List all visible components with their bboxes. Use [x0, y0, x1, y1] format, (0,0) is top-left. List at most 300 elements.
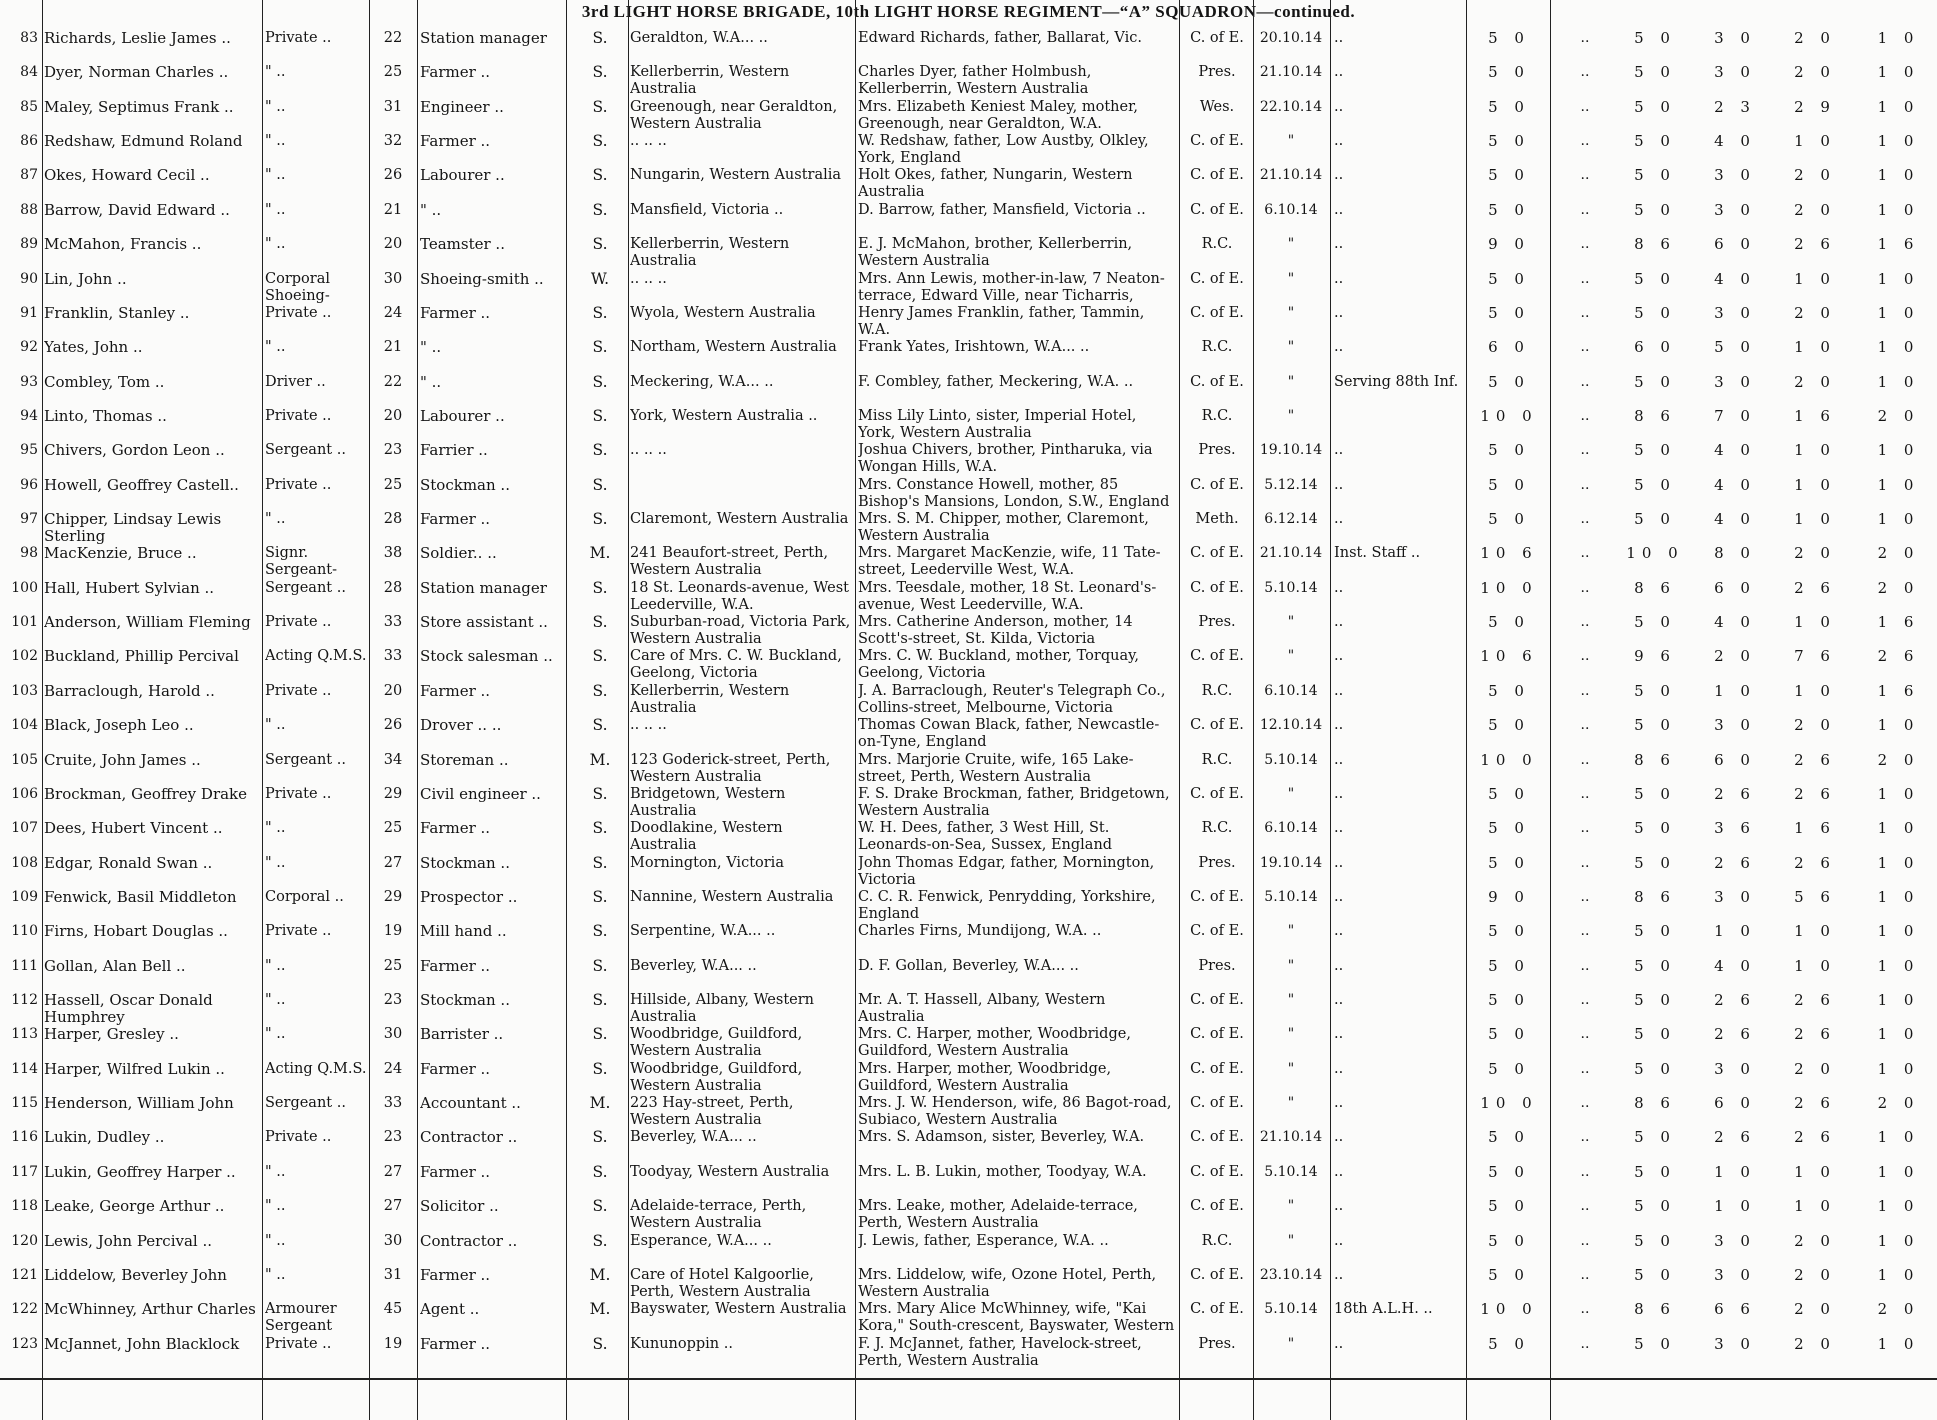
next-of-kin: Mrs. J. W. Henderson, wife, 86 Bagot-road, Subiaco, Western Australia [858, 1095, 1172, 1129]
age: 23 [383, 442, 403, 459]
allotment-4: 2 0 [1877, 1095, 1920, 1113]
previous-service: .. [1334, 1232, 1344, 1249]
previous-service [1334, 408, 1464, 442]
allotment-2: 3 0 [1714, 373, 1756, 391]
rank: " .. [265, 133, 286, 150]
allotment-1: 5 0 [1634, 64, 1676, 82]
occupation: Store assistant .. [420, 614, 548, 632]
row-number: 112 [11, 992, 38, 1009]
age: 30 [383, 270, 403, 287]
occupation: Solicitor .. [420, 1198, 499, 1216]
occupation: Drover .. .. [420, 717, 502, 735]
previous-service: .. [1334, 98, 1344, 115]
table-row [0, 889, 1937, 923]
age: 25 [383, 820, 403, 837]
age: 29 [383, 888, 403, 905]
previous-service: .. [1334, 923, 1344, 940]
religion: C. of E. [1190, 1198, 1244, 1215]
address: Geraldton, W.A... .. [630, 30, 768, 46]
row-number: 83 [20, 30, 38, 46]
allotment-2: 6 0 [1714, 751, 1756, 769]
allotment-4: 1 0 [1877, 133, 1920, 151]
pay-rate: 5 0 [1488, 98, 1530, 116]
marital-status: S. [592, 717, 608, 735]
row-number: 123 [11, 1335, 38, 1352]
next-of-kin: Charles Firns, Mundijong, W.A. .. [858, 923, 1102, 940]
row-number: 87 [20, 167, 38, 184]
allotment-4: 2 0 [1877, 407, 1920, 425]
blank-column: .. [1580, 373, 1590, 390]
occupation: Labourer .. [420, 167, 505, 185]
rank: " .. [265, 957, 286, 974]
age: 23 [383, 1129, 403, 1146]
blank-column: .. [1580, 1060, 1590, 1077]
age: 32 [383, 133, 403, 150]
allotment-2: 3 0 [1714, 1266, 1756, 1284]
blank-column: .. [1580, 579, 1590, 596]
allotment-1: 5 0 [1634, 511, 1676, 529]
soldier-name: Okes, Howard Cecil .. [44, 167, 210, 185]
blank-column: .. [1580, 1163, 1590, 1180]
allotment-4: 2 0 [1877, 545, 1920, 563]
marital-status: S. [592, 98, 608, 116]
religion: C. of E. [1190, 373, 1244, 390]
age: 22 [383, 373, 403, 390]
enlistment-date: 6.10.14 [1264, 201, 1318, 218]
address: Beverley, W.A... .. [630, 957, 757, 974]
previous-service: .. [1334, 201, 1344, 218]
allotment-3: 1 0 [1794, 339, 1836, 357]
age: 24 [383, 304, 403, 321]
row-number: 96 [20, 476, 38, 493]
blank-column: .. [1580, 820, 1590, 837]
enlistment-date: " [1287, 957, 1295, 974]
allotment-4: 1 6 [1877, 236, 1920, 254]
marital-status: W. [590, 270, 610, 288]
allotment-4: 1 0 [1877, 373, 1920, 391]
pay-rate: 5 0 [1488, 476, 1530, 494]
occupation: Farmer .. [420, 820, 491, 838]
enlistment-date: 20.10.14 [1259, 30, 1323, 46]
religion: C. of E. [1190, 1163, 1244, 1180]
allotment-3: 2 6 [1794, 579, 1836, 597]
next-of-kin: Frank Yates, Irishtown, W.A... .. [858, 339, 1090, 356]
age: 21 [383, 339, 403, 356]
row-number: 115 [11, 1095, 38, 1112]
next-of-kin: Holt Okes, father, Nungarin, Western Australia [858, 167, 1133, 201]
allotment-4: 1 0 [1877, 270, 1920, 288]
marital-status: S. [592, 1060, 608, 1078]
marital-status: S. [592, 820, 608, 838]
allotment-4: 1 0 [1877, 992, 1920, 1010]
religion: C. of E. [1190, 545, 1244, 562]
address: Beverley, W.A... .. [630, 1129, 757, 1146]
next-of-kin: Mrs. L. B. Lukin, mother, Toodyay, W.A. [858, 1163, 1147, 1180]
marital-status: M. [589, 1266, 611, 1284]
address: Woodbridge, Guildford, Western Australia [630, 1026, 803, 1060]
marital-status: M. [589, 751, 611, 769]
address: .. .. .. [630, 442, 667, 459]
table-row [0, 133, 1937, 167]
occupation: Farmer .. [420, 1266, 491, 1284]
next-of-kin: Mrs. Catherine Anderson, mother, 14 Scott's-street, St. Kilda, Victoria [858, 614, 1133, 648]
allotment-3: 1 0 [1794, 957, 1836, 975]
religion: C. of E. [1190, 785, 1244, 802]
table-row [0, 992, 1937, 1026]
previous-service: .. [1334, 888, 1344, 905]
address: .. .. .. [630, 133, 667, 150]
blank-column: .. [1580, 717, 1590, 734]
allotment-2: 4 0 [1714, 511, 1756, 529]
age: 20 [383, 236, 403, 253]
table-row [0, 1198, 1937, 1232]
pay-rate: 5 0 [1488, 270, 1530, 288]
table-row [0, 477, 1937, 511]
previous-service: .. [1334, 648, 1344, 665]
religion: Pres. [1198, 64, 1236, 81]
religion: R.C. [1201, 339, 1233, 356]
row-number: 107 [11, 820, 38, 837]
previous-service: .. [1334, 785, 1344, 802]
occupation: Farrier .. [420, 442, 488, 460]
marital-status: S. [592, 511, 608, 529]
blank-column: .. [1580, 201, 1590, 218]
address: Claremont, Western Australia [630, 511, 849, 528]
next-of-kin: Mrs. Ann Lewis, mother-in-law, 7 Neaton-terrace, Edward Ville, near Ticharris, [858, 270, 1165, 304]
marital-status: S. [592, 854, 608, 872]
previous-service: .. [1334, 1198, 1344, 1215]
table-row [0, 374, 1937, 408]
enlistment-date: 19.10.14 [1259, 854, 1323, 871]
marital-status: S. [592, 682, 608, 700]
religion: C. of E. [1190, 992, 1244, 1009]
soldier-name: Barraclough, Harold .. [44, 682, 215, 700]
rank: Acting Q.M.S. [265, 1060, 367, 1077]
enlistment-date: 12.10.14 [1259, 717, 1323, 734]
row-number: 84 [20, 64, 38, 81]
age: 22 [383, 30, 403, 46]
next-of-kin: Mrs. Marjorie Cruite, wife, 165 Lake-street, Perth, Western Australia [858, 751, 1134, 785]
allotment-2: 2 6 [1714, 992, 1756, 1010]
allotment-1: 5 0 [1634, 98, 1676, 116]
pay-rate: 10 0 [1480, 579, 1538, 597]
pay-rate: 5 0 [1488, 201, 1530, 219]
address: Care of Mrs. C. W. Buckland, Geelong, Victoria [630, 648, 842, 682]
marital-status: S. [592, 1198, 608, 1216]
address: 18 St. Leonards-avenue, West Leederville, W.A. [630, 579, 849, 613]
allotment-2: 2 6 [1714, 854, 1756, 872]
row-number: 95 [20, 442, 38, 459]
religion: C. of E. [1190, 270, 1244, 287]
next-of-kin: Joshua Chivers, brother, Pintharuka, via Wongan Hills, W.A. [858, 442, 1153, 476]
pay-rate: 10 0 [1480, 1301, 1538, 1319]
enlistment-date: 19.10.14 [1259, 442, 1323, 459]
religion: C. of E. [1190, 1026, 1244, 1043]
pay-rate: 5 0 [1488, 1335, 1530, 1353]
allotment-1: 5 0 [1634, 476, 1676, 494]
address: Kellerberrin, Western Australia [630, 682, 790, 716]
marital-status: S. [592, 167, 608, 185]
rank: " .. [265, 717, 286, 734]
allotment-2: 3 0 [1714, 1232, 1756, 1250]
allotment-4: 2 6 [1877, 648, 1920, 666]
age: 24 [383, 1060, 403, 1077]
blank-column: .. [1580, 957, 1590, 974]
pay-rate: 5 0 [1488, 442, 1530, 460]
row-number: 85 [20, 98, 38, 115]
occupation: Stockman .. [420, 476, 510, 494]
blank-column: .. [1580, 888, 1590, 905]
rank: Private .. [265, 304, 332, 321]
allotment-1: 5 0 [1634, 1060, 1676, 1078]
religion: C. of E. [1190, 579, 1244, 596]
allotment-4: 1 0 [1877, 820, 1920, 838]
religion: C. of E. [1190, 133, 1244, 150]
enlistment-date: " [1287, 923, 1295, 940]
rank: " .. [265, 64, 286, 81]
allotment-4: 1 0 [1877, 304, 1920, 322]
allotment-3: 5 6 [1794, 888, 1836, 906]
age: 28 [383, 579, 403, 596]
occupation: Contractor .. [420, 1129, 518, 1147]
table-row [0, 717, 1937, 751]
marital-status: S. [592, 373, 608, 391]
allotment-1: 5 0 [1634, 957, 1676, 975]
soldier-name: Henderson, William John [44, 1095, 234, 1113]
rank: Armourer Sergeant [265, 1301, 337, 1335]
address: Esperance, W.A... .. [630, 1232, 772, 1249]
allotment-2: 4 0 [1714, 614, 1756, 632]
next-of-kin: Mrs. Teesdale, mother, 18 St. Leonard's-avenue, West Leederville, W.A. [858, 579, 1157, 613]
row-number: 102 [11, 648, 38, 665]
allotment-3: 2 0 [1794, 1266, 1836, 1284]
address: 223 Hay-street, Perth, Western Australia [630, 1095, 794, 1129]
pay-rate: 5 0 [1488, 167, 1530, 185]
age: 33 [383, 1095, 403, 1112]
blank-column: .. [1580, 648, 1590, 665]
enlistment-date: 23.10.14 [1259, 1266, 1323, 1283]
religion: C. of E. [1190, 1301, 1244, 1318]
row-number: 105 [11, 751, 38, 768]
previous-service: .. [1334, 1129, 1344, 1146]
next-of-kin: Mrs. Margaret MacKenzie, wife, 11 Tate-street, Leederville West, W.A. [858, 545, 1161, 579]
next-of-kin: D. Barrow, father, Mansfield, Victoria .. [858, 201, 1146, 218]
table-row [0, 786, 1937, 820]
allotment-3: 2 0 [1794, 1060, 1836, 1078]
allotment-3: 1 0 [1794, 923, 1836, 941]
address: Nannine, Western Australia [630, 888, 834, 905]
next-of-kin: F. J. McJannet, father, Havelock-street, Perth, Western Australia [858, 1335, 1142, 1369]
rank: Sergeant .. [265, 1095, 346, 1112]
soldier-name: Hassell, Oscar Donald Humphrey [44, 992, 213, 1027]
enlistment-date: " [1287, 614, 1295, 631]
occupation: Barrister .. [420, 1026, 504, 1044]
rank: Driver .. [265, 373, 326, 390]
age: 26 [383, 717, 403, 734]
age: 23 [383, 992, 403, 1009]
allotment-3: 2 6 [1794, 854, 1836, 872]
enlistment-date: 5.10.14 [1264, 579, 1318, 596]
occupation: Accountant .. [420, 1095, 521, 1113]
address: .. .. .. [630, 717, 667, 734]
occupation: " .. [420, 201, 442, 219]
table-row [0, 820, 1937, 854]
marital-status: S. [592, 785, 608, 803]
allotment-3: 1 0 [1794, 682, 1836, 700]
marital-status: S. [592, 992, 608, 1010]
table-row [0, 958, 1937, 992]
religion: C. of E. [1190, 923, 1244, 940]
allotment-1: 5 0 [1634, 167, 1676, 185]
soldier-name: McMahon, Francis .. [44, 236, 202, 254]
address: Meckering, W.A... .. [630, 373, 774, 390]
pay-rate: 10 0 [1480, 751, 1538, 769]
pay-rate: 5 0 [1488, 1163, 1530, 1181]
occupation: Stockman .. [420, 992, 510, 1010]
enlistment-date: " [1287, 304, 1295, 321]
marital-status: S. [592, 1129, 608, 1147]
soldier-name: Cruite, John James .. [44, 751, 201, 769]
blank-column: .. [1580, 1301, 1590, 1318]
marital-status: S. [592, 236, 608, 254]
blank-column: .. [1580, 923, 1590, 940]
soldier-name: MacKenzie, Bruce .. [44, 545, 197, 563]
pay-rate: 5 0 [1488, 133, 1530, 151]
allotment-1: 8 6 [1634, 407, 1676, 425]
soldier-name: Linto, Thomas .. [44, 407, 167, 425]
religion: Wes. [1199, 98, 1235, 115]
allotment-4: 1 0 [1877, 98, 1920, 116]
age: 20 [383, 682, 403, 699]
soldier-name: Howell, Geoffrey Castell.. [44, 476, 239, 494]
next-of-kin: Henry James Franklin, father, Tammin, W.A. [858, 304, 1145, 338]
allotment-3: 2 0 [1794, 1335, 1836, 1353]
rank: " .. [265, 820, 286, 837]
table-row [0, 545, 1937, 579]
address: Woodbridge, Guildford, Western Australia [630, 1060, 803, 1094]
occupation: Storeman .. [420, 751, 509, 769]
allotment-4: 1 0 [1877, 1266, 1920, 1284]
marital-status: S. [592, 201, 608, 219]
age: 20 [383, 407, 403, 424]
enlistment-date: " [1287, 1232, 1295, 1249]
pay-rate: 5 0 [1488, 785, 1530, 803]
allotment-2: 4 0 [1714, 270, 1756, 288]
pay-rate: 5 0 [1488, 682, 1530, 700]
occupation: Farmer .. [420, 1163, 491, 1181]
table-row [0, 511, 1937, 545]
enlistment-date: " [1287, 648, 1295, 665]
row-number: 88 [20, 201, 38, 218]
enlistment-date: 5.12.14 [1264, 476, 1318, 493]
blank-column: .. [1580, 1232, 1590, 1249]
rank: Private .. [265, 30, 332, 46]
row-number: 89 [20, 236, 38, 253]
pay-rate: 5 0 [1488, 1232, 1530, 1250]
allotment-3: 2 0 [1794, 30, 1836, 47]
blank-column: .. [1580, 442, 1590, 459]
soldier-name: Redshaw, Edmund Roland [44, 133, 243, 151]
occupation: " .. [420, 339, 442, 357]
allotment-2: 3 6 [1714, 820, 1756, 838]
next-of-kin: F. S. Drake Brockman, father, Bridgetown, Western Australia [858, 785, 1170, 819]
soldier-name: Richards, Leslie James .. [44, 30, 231, 47]
allotment-1: 8 6 [1634, 1095, 1676, 1113]
row-number: 92 [20, 339, 38, 356]
blank-column: .. [1580, 1095, 1590, 1112]
pay-rate: 5 0 [1488, 511, 1530, 529]
religion: C. of E. [1190, 201, 1244, 218]
table-row [0, 271, 1937, 305]
blank-column: .. [1580, 64, 1590, 81]
previous-service: .. [1334, 30, 1344, 46]
age: 30 [383, 1026, 403, 1043]
rank: Signr. Sergeant- [265, 545, 338, 579]
allotment-2: 2 3 [1714, 98, 1756, 116]
row-number: 93 [20, 373, 38, 390]
soldier-name: Fenwick, Basil Middleton [44, 888, 237, 906]
pay-rate: 10 6 [1480, 545, 1538, 563]
soldier-name: Anderson, William Fleming [44, 614, 251, 632]
previous-service: .. [1334, 992, 1344, 1009]
allotment-3: 1 0 [1794, 511, 1836, 529]
marital-status: S. [592, 923, 608, 941]
age: 19 [383, 923, 403, 940]
soldier-name: Maley, Septimus Frank .. [44, 98, 234, 116]
soldier-name: Leake, George Arthur .. [44, 1198, 225, 1216]
allotment-3: 2 0 [1794, 1232, 1836, 1250]
allotment-2: 3 0 [1714, 167, 1756, 185]
blank-column: .. [1580, 511, 1590, 528]
blank-column: .. [1580, 1266, 1590, 1283]
age: 25 [383, 957, 403, 974]
allotment-3: 2 6 [1794, 992, 1836, 1010]
allotment-4: 1 0 [1877, 476, 1920, 494]
soldier-name: Hall, Hubert Sylvian .. [44, 579, 215, 597]
table-row [0, 1061, 1937, 1095]
allotment-3: 2 6 [1794, 1095, 1836, 1113]
enlistment-date: 5.10.14 [1264, 1301, 1318, 1318]
table-row [0, 855, 1937, 889]
allotment-1: 5 0 [1634, 923, 1676, 941]
allotment-1: 8 6 [1634, 888, 1676, 906]
allotment-4: 1 0 [1877, 717, 1920, 735]
allotment-3: 2 6 [1794, 236, 1836, 254]
next-of-kin: Thomas Cowan Black, father, Newcastle-on-Tyne, England [858, 717, 1160, 751]
allotment-4: 1 0 [1877, 511, 1920, 529]
rank: Corporal .. [265, 888, 344, 905]
allotment-2: 3 0 [1714, 1335, 1756, 1353]
next-of-kin: Mrs. S. M. Chipper, mother, Claremont, Western Australia [858, 511, 1149, 545]
allotment-2: 4 0 [1714, 957, 1756, 975]
previous-service: Serving 88th Inf. [1334, 373, 1459, 390]
occupation: " .. [420, 373, 442, 391]
allotment-1: 5 0 [1634, 1232, 1676, 1250]
previous-service: .. [1334, 236, 1344, 253]
allotment-3: 2 0 [1794, 304, 1836, 322]
address: Mornington, Victoria [630, 854, 784, 871]
allotment-1: 5 0 [1634, 1198, 1676, 1216]
enlistment-date: " [1287, 992, 1295, 1009]
religion: Pres. [1198, 614, 1236, 631]
allotment-1: 10 0 [1626, 545, 1684, 563]
allotment-1: 5 0 [1634, 717, 1676, 735]
row-number: 86 [20, 133, 38, 150]
occupation: Contractor .. [420, 1232, 518, 1250]
allotment-1: 5 0 [1634, 1335, 1676, 1353]
rank: Corporal Shoeing- [265, 270, 330, 304]
allotment-3: 2 6 [1794, 785, 1836, 803]
